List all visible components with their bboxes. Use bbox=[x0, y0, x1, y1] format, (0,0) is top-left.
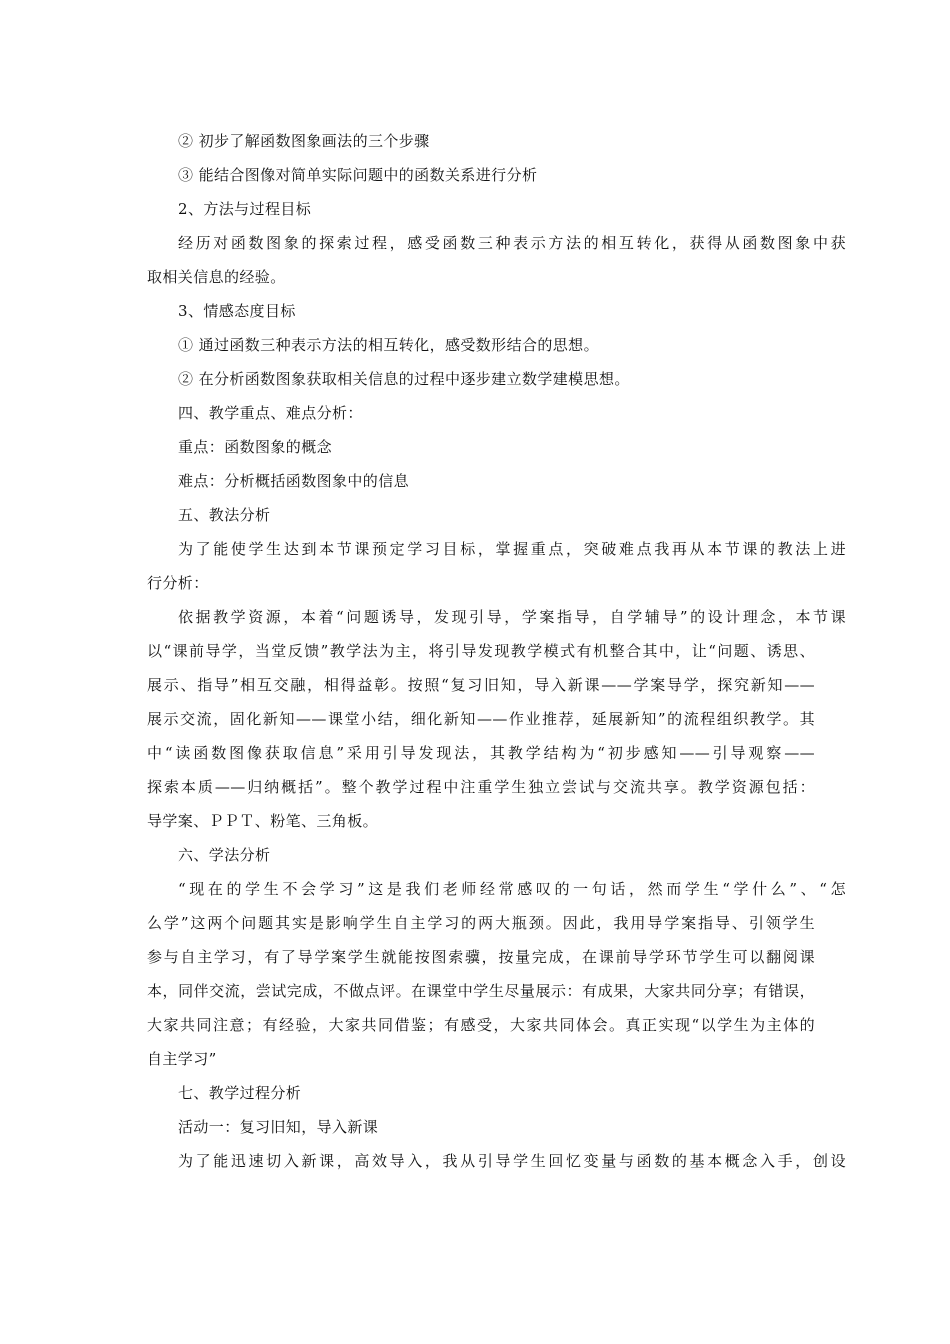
text-line: 行分析： bbox=[147, 574, 209, 592]
text-line: 么学”这两个问题其实是影响学生自主学习的两大瓶颈。因此，我用导学案指导、引领学生 bbox=[147, 914, 815, 932]
text-line: ① 通过函数三种表示方法的相互转化，感受数形结合的思想。 bbox=[178, 336, 599, 354]
section-heading: 3、情感态度目标 bbox=[178, 302, 296, 320]
text-line: 为了能使学生达到本节课预定学习目标，掌握重点，突破难点我再从本节课的教法上进 bbox=[178, 540, 846, 558]
section-heading: 七、教学过程分析 bbox=[178, 1084, 302, 1102]
text-line: 为了能迅速切入新课，高效导入，我从引导学生回忆变量与函数的基本概念入手，创设 bbox=[178, 1152, 846, 1170]
text-line: 参与自主学习，有了导学案学生就能按图索骥，按量完成，在课前导学环节学生可以翻阅课 bbox=[147, 948, 815, 966]
text-line: “现在的学生不会学习”这是我们老师经常感叹的一句话，然而学生“学什么”、“怎 bbox=[178, 880, 846, 898]
text-line: 探索本质——归纳概括”。整个教学过程中注重学生独立尝试与交流共享。教学资源包括： bbox=[147, 778, 815, 796]
text-line: 活动一：复习旧知，导入新课 bbox=[178, 1118, 379, 1136]
text-line: 导学案、ＰＰＴ、粉笔、三角板。 bbox=[147, 812, 379, 830]
section-heading: 五、教法分析 bbox=[178, 506, 271, 524]
text-line: 自主学习” bbox=[147, 1050, 217, 1068]
section-heading: 2、方法与过程目标 bbox=[178, 200, 312, 218]
text-line: ③ 能结合图像对简单实际问题中的函数关系进行分析 bbox=[178, 166, 538, 184]
section-heading: 四、教学重点、难点分析： bbox=[178, 404, 363, 422]
text-line: 中“读函数图像获取信息”采用引导发现法，其教学结构为“初步感知——引导观察—— bbox=[147, 744, 815, 762]
document-body bbox=[147, 124, 846, 1178]
text-line: 展示、指导”相互交融，相得益彰。按照“复习旧知，导入新课——学案导学，探究新知—— bbox=[147, 676, 815, 694]
text-line: 经历对函数图象的探索过程，感受函数三种表示方法的相互转化，获得从函数图象中获 bbox=[178, 234, 846, 252]
text-line: ② 在分析函数图象获取相关信息的过程中逐步建立数学建模思想。 bbox=[178, 370, 630, 388]
text-line: 大家共同注意；有经验，大家共同借鉴；有感受，大家共同体会。真正实现“以学生为主体的 bbox=[147, 1016, 815, 1034]
section-heading: 六、学法分析 bbox=[178, 846, 271, 864]
text-line: 难点：分析概括函数图象中的信息 bbox=[178, 472, 410, 490]
text-line: 展示交流，固化新知——课堂小结，细化新知——作业推荐，延展新知”的流程组织教学。其 bbox=[147, 710, 815, 728]
text-line: 取相关信息的经验。 bbox=[147, 268, 286, 286]
text-line: 以“课前导学，当堂反馈”教学法为主，将引导发现教学模式有机整合其中，让“问题、诱思、 bbox=[147, 642, 815, 660]
text-line: 依据教学资源，本着“问题诱导，发现引导，学案指导，自学辅导”的设计理念，本节课 bbox=[178, 608, 846, 626]
text-line: 重点：函数图象的概念 bbox=[178, 438, 333, 456]
text-line: 本，同伴交流，尝试完成，不做点评。在课堂中学生尽量展示：有成果，大家共同分享；有错误， bbox=[147, 982, 815, 1000]
text-line: ② 初步了解函数图象画法的三个步骤 bbox=[178, 132, 430, 150]
